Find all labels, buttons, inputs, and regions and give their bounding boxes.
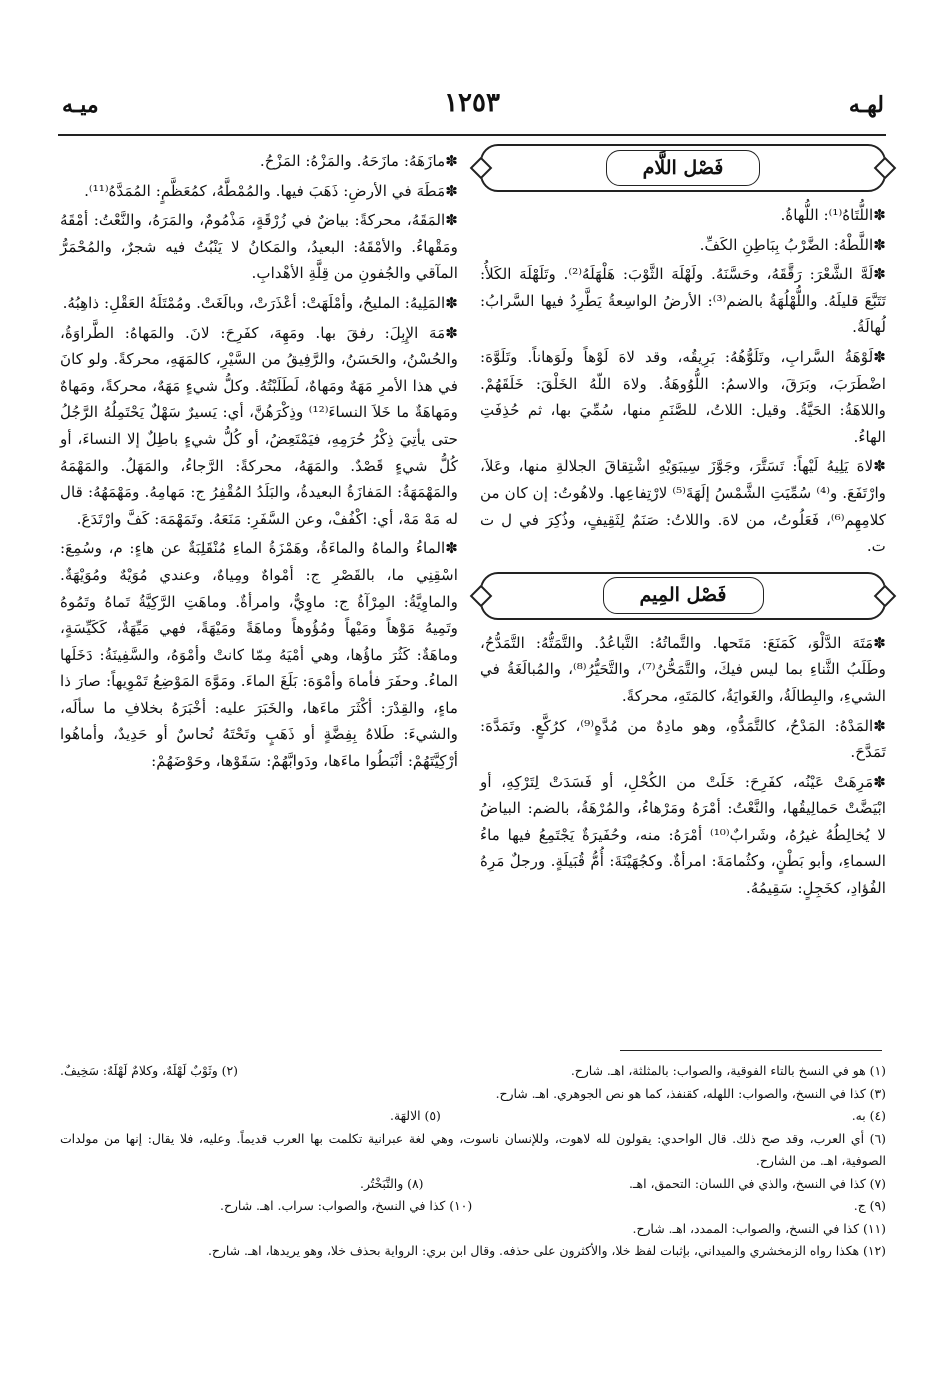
footnote: (٤) به. — [851, 1108, 886, 1123]
entry-paragraph: ✽مَتَهَ الدَّلْوَ، كَمَنَعَ: مَتَحها. والتَّماتُهُ: التَّباعُدُ. والتَّمَتُّهُ: التَّمَدُّحُ، وطَلَبُ الثَّناءِ بما ليس فيكَ، والتَّمَحُّنُ⁽⁷⁾، والتَّحَيُّرُ⁽⁸⁾، والمُبالَغَةُ في الشيءِ، والبِطالَةُ، والغَوايَةُ، كالمَتَهِ، محركةً. — [480, 633, 886, 705]
section-lam-title: فَصْل اللَّام — [606, 150, 761, 187]
footnote: (١) هو في النسخ بالتاء الفوقية، والصواب: بالمثلثة، اهـ. شارح. — [570, 1063, 886, 1078]
footnotes — [60, 1060, 886, 1263]
left-column — [60, 148, 458, 778]
footnote: (٩) ج. — [853, 1198, 886, 1213]
footnote: (٨) والتَّبَخْتُر. — [360, 1175, 424, 1191]
footnote: (٦) أي العرب، وقد صح ذلك. قال الواحدي: يقولون لله لاهوت، وللإنسان ناسوت، وهي لغة عبرانية تكلمت بها العرب قديماً. وعليه، فلا يقال: إنها من مولدات الصوفية، اهـ. من الشارح. — [60, 1130, 886, 1168]
header-rule — [58, 134, 886, 136]
footnote: (٥) الالهَة. — [390, 1108, 441, 1123]
entry-paragraph: ✽لَوْهَةُ السَّرابِ، وتَلَوُّهُهُ: بَرِيقُه، وقد لاهَ لَوْهاً ولَوَهاناً. وتَلَوَّهَ: اضْطَرَبَ، وبَرَقَ، والاسمُ: اللُّوُوهَةُ. ولاهَ اللّهُ الخَلْقَ: خَلَقَهُمْ. واللاهَةُ: الحَيَّةُ. وقيل: اللاتُ، للصَّنَمِ منها، سُمِّيَ بها، ثم حُذِفَتِ الهاءُ. — [480, 347, 886, 446]
footnote: (١٠) كذا في النسخ، والصواب: سراب. اهـ. شارح. — [220, 1198, 473, 1213]
running-head-right: لهـه — [848, 92, 884, 118]
footnote: (٧) كذا في النسخ، والذي في اللسان: التحمق، اهـ. — [628, 1175, 886, 1191]
section-mim-box — [480, 572, 886, 620]
entry-paragraph: ✽الماءُ والماهُ والماءَةُ، وهَمْزَةُ الماءِ مُنْقَلِبَةٌ عن هاءٍ: م، وسُمِعَ: اسْقِنِي ما، بالقَصْرِ ج: أمْواهٌ ومِياهٌ، وعندي مُوَيْهٌ ومُوَيْهَةٌ. والماوِيَّةُ: المِرْآةُ ج: ماوِيٌّ، وامرأةٌ. وماهَتِ الرَّكِيَّةُ تَماهُ وتَمُوهُ وتَمِيهُ مَوْهاً ومَيْهاً ومُؤُوهاً وماهَةً ومَيْهَةً، فهي مَيِّهَةٌ، كَكَيِّسَةٍ، وماهَةٌ: كَثُرَ ماؤُها، وهي أمْيَهُ مِمّا كانتْ وأمْوَهُ، والسَّفِينَةُ: دَخَلَها الماءُ. وحفَرَ فأماهَ وأمْوَهَ: بَلَغَ الماءَ. ومَوَّهَ المَوْضِعُ تَمْوِيهاً: صارَ ذا ماءٍ، والقِدْرَ: أكْثَرَ ماءَها، والخَبَرَ عليه: أخْبَرَهُ بخلافِ ما سألَه، والشيءَ: طَلاهُ بِفِضَّةٍ أو ذَهَبٍ وتَحْتَهُ نُحاسٌ أو حَدِيدٌ، وأماهُوا أرْكِيَّتَهُمْ: أنْبَطُوا ماءَها، ودَوابَّهُمْ: سَقَوْها، وحَوْضَهُمْ: — [60, 539, 458, 771]
entry-paragraph: ✽المَلِيهُ: المليحُ، وأمْلَهَتْ: أعْذَرَتْ، وبالَغَتْ. ومُمْتَلَهُ العَقْلِ: ذاهِبُهُ. — [62, 293, 458, 312]
footnote: (١١) كذا في النسخ، والصواب: الممدد، اهـ. شارح. — [632, 1220, 886, 1236]
entry-paragraph: ✽المَدْهُ: المَدْحُ، كالتَّمَدُّهِ، وهو مادِهٌ من مُدَّهٍ⁽⁹⁾، كرُكَّعٍ. وتَمَدَّهَ: تَمَدَّحَ. — [480, 716, 886, 762]
entry-paragraph: ✽اللَّطْهُ: الضَّرْبُ بِبَاطِنِ الكَفِّ. — [699, 235, 886, 254]
footnote-rule — [620, 1050, 882, 1051]
entry-paragraph: ✽مَرِهَتْ عَيْنُه، كفَرِحَ: خَلَتْ من الكُحْلِ، أو فَسَدَتْ لِتَرْكِهِ، أو ابْيَضَّتْ حَمالِيقُها، والنَّعْتُ: أمْرَهُ ومَرْهاءُ، والمُرْهَةُ، بالضم: البياضُ لا يُخالِطُهُ غيرُهُ، وشَرابٌ⁽¹⁰⁾ أمْرَهُ: منه، وحُفَيرَةٌ يَجْتَمِعُ فيها ماءُ السماءِ، وأبو بَطْنٍ، وكثُمامَةَ: امرأةٌ. وكجُهَيْنَةَ: أُمُّ قُبَيلَةٍ. ورجلٌ مَرِهُ الفُؤادِ، كخَجِلٍ: سَقِيمُهُ. — [480, 772, 886, 898]
footnote-row — [60, 1173, 886, 1196]
page-number: ١٢٥٣ — [444, 88, 500, 118]
entry-paragraph: ✽لاهَ يَلِيهُ لَيْهاً: تَسَتَّرَ، وجَوَّزَ سِيبَوَيْهِ اشْتِقاقَ الجلالةِ منها، وعَلاَ، وارْتَفَعَ. و⁽⁴⁾ سُمِّيَتِ الشَّمْسُ إلَهَةَ⁽⁵⁾ لارْتِفاعِها. ولاهُوتُ: إن كان من كلامِهِم⁽⁶⁾، فَعَلُوتُ، من لاهَ. واللاتُ: صَنَمٌ لِثَقِيفٍ، وذُكِرَ في ل ت ت. — [480, 457, 886, 556]
entry-paragraph: ✽مَطَهَ في الأرضِ: ذَهَبَ فيها. والمُمْطَّهُ، كمُعَظَّمٍ: المُمَدَّهُ⁽¹¹⁾. — [84, 181, 458, 200]
footnote-row — [60, 1105, 886, 1128]
footnote: (١٢) هكذا رواه الزمخشري والميداني، بإثبات لفظ خلا، والأكثرون على حذفه. وقال ابن بري: الرواية بحذف خلا، وهو يريدها، اهـ. شارح. — [207, 1243, 886, 1258]
entry-paragraph: ✽المَقَهُ، محركةً: بياضٌ في زُرْقَةٍ، مَذْمُومٌ، والمَرَهُ، والنَّعْتُ: أمْقَهُ ومَقْهاءُ. والأمْقَهُ: البعيدُ، والمَكانُ لا يَنْبُتُ فيه شجرٌ، والمُحْمَرُّ المآقي والجُفونِ من قِلَّةِ الأهْدابِ. — [60, 211, 458, 283]
footnote-row — [60, 1060, 886, 1083]
footnote-row — [60, 1195, 886, 1218]
section-lam-box — [480, 144, 886, 192]
footnote: (٢) وثَوْبٌ لَهْلَهٌ، وكلامٌ لَهْلَهٌ: سَخِيفٌ. — [60, 1063, 238, 1078]
footnote: (٣) كذا في النسخ، والصواب: اللهله، كقنفذ، كما هو نص الجوهري. اهـ. شارح. — [495, 1085, 886, 1101]
entry-paragraph: ✽مازَهَهُ: مازَحَهُ. والمَزْهُ: المَزْحُ. — [259, 152, 458, 170]
entry-paragraph: ✽مَهَ الإِبِلَ: رفقَ بها. ومَهِهَ، كفَرِحَ: لانَ. والمَهاهُ: الطَّراوَةُ، والحُسْنُ، والحَسَنُ، والرَّفِيقُ من السَّيْرِ، كالمَهَهِ، محركةً. ولو كانَ في هذا الأمرِ مَهَهٌ ومَهاهٌ، لَطَلَبْتُهُ. وكلُّ شيءٍ مَهَهٌ، محركةً، ومَهاهٌ ومَهاهَةٌ ما خَلاَ النساءَ⁽¹²⁾ وذِكْرَهُنَّ، أي: يَسيرٌ سَهْلٌ يَحْتَمِلُهُ الرَّجُلُ حتى يأتِيَ ذِكْرُ حُرَمِهِ، فيَمْتَعِضُ، أو كُلُّ شيءٍ باطِلٌ إلا النساءَ، أو كُلُّ شيءٍ قَصْدٌ. والمَهَهُ، محركةً: الرَّجاءُ، والمَهَلُ. والمَهْمَهُ والمَهْمَهَةُ: المَفازَةُ البعيدةُ، والبَلَدُ المُقْفِرُ ج: مَهامِهُ. ومَهْمَهُهُ: قال له مَهْ مَهْ، أي: اكْفُفْ، وعن السَّفَرِ: مَنَعَهُ. وتَمَهْمَهَ: كَفَّ وارْتَدَعَ. — [60, 323, 458, 528]
right-column — [480, 142, 886, 905]
entry-paragraph: ✽لَهَّ الشَّعْرَ: رَقَّقَهُ، وحَسَّنَهُ. ولَهْلَهَ الثَّوْبَ: هَلْهَلَهُ⁽²⁾. وتَلَهْلَهَ الكَلأُ: تَتَبَّعَ قليلَهُ. واللُّهْلُهَةُ بالضم⁽³⁾: الأرضُ الواسِعةُ يَطَّرِدُ فيها السَّرابُ: لُهالَةُ. — [480, 265, 886, 337]
entry-paragraph: ✽اللُّتَاهُ⁽¹⁾: اللُّهاةُ. — [780, 206, 886, 224]
running-head-left: ميـه — [62, 92, 99, 118]
section-mim-title: فَصْل المِيم — [603, 577, 764, 614]
